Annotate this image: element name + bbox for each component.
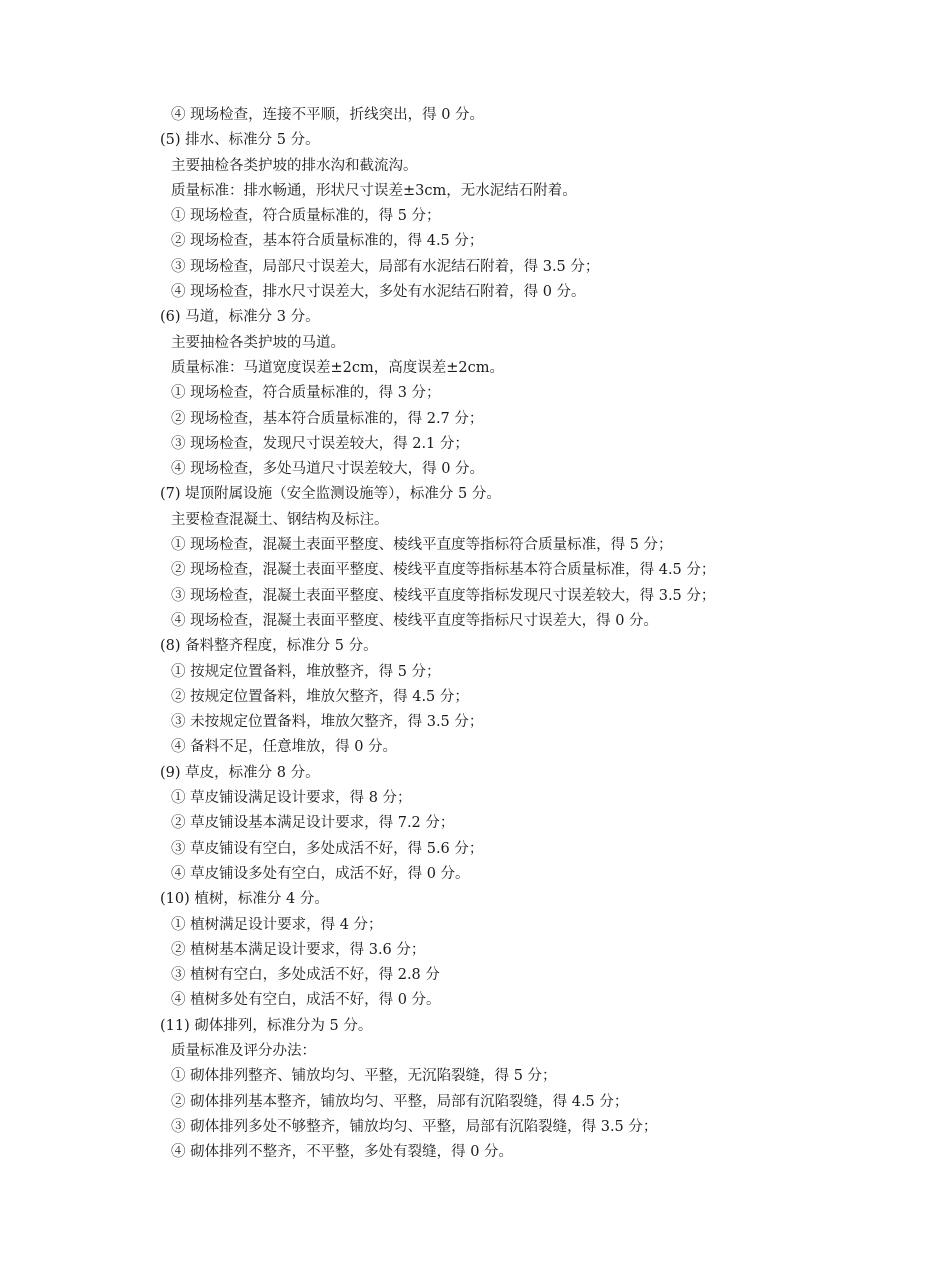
scoring-item: ③ 植树有空白，多处成活不好，得 2.8 分 bbox=[171, 967, 440, 984]
scoring-item: ② 现场检查，基本符合质量标准的，得 2.7 分； bbox=[171, 410, 484, 427]
scoring-item: ④ 植树多处有空白，成活不好，得 0 分。 bbox=[171, 992, 441, 1009]
scoring-item: ④ 砌体排列不整齐，不平整，多处有裂缝，得 0 分。 bbox=[171, 1144, 514, 1161]
scoring-item: ① 现场检查，符合质量标准的，得 5 分； bbox=[171, 208, 441, 225]
scoring-item: ② 按规定位置备料，堆放欠整齐，得 4.5 分； bbox=[171, 688, 469, 705]
scoring-item: ② 草皮铺设基本满足设计要求，得 7.2 分； bbox=[171, 815, 455, 832]
section-heading: (5) 排水、标准分 5 分。 bbox=[160, 132, 320, 149]
scoring-item: ④ 现场检查，多处马道尺寸误差较大，得 0 分。 bbox=[171, 461, 485, 478]
scoring-item: ② 现场检查，基本符合质量标准的，得 4.5 分； bbox=[171, 233, 484, 250]
scoring-item: ③ 砌体排列多处不够整齐，铺放均匀、平整，局部有沉陷裂缝，得 3.5 分； bbox=[171, 1118, 658, 1135]
scoring-item: ① 现场检查，混凝土表面平整度、棱线平直度等指标符合质量标准，得 5 分； bbox=[171, 537, 673, 554]
scoring-item: ① 植树满足设计要求，得 4 分； bbox=[171, 916, 383, 933]
section-heading: (9) 草皮，标准分 8 分。 bbox=[160, 764, 320, 781]
scoring-item: ③ 现场检查，混凝土表面平整度、棱线平直度等指标发现尺寸误差较大，得 3.5 分； bbox=[171, 587, 716, 604]
section-heading: (7) 堤顶附属设施（安全监测设施等），标准分 5 分。 bbox=[160, 486, 501, 503]
body-paragraph: 主要抽检各类护坡的马道。 bbox=[171, 334, 345, 351]
section-heading: (10) 植树，标准分 4 分。 bbox=[160, 891, 329, 908]
scoring-item: ④ 备料不足，任意堆放，得 0 分。 bbox=[171, 739, 398, 756]
scoring-item: ④ 现场检查，混凝土表面平整度、棱线平直度等指标尺寸误差大，得 0 分。 bbox=[171, 612, 659, 629]
section-heading: (8) 备料整齐程度，标准分 5 分。 bbox=[160, 638, 378, 655]
scoring-item: ① 砌体排列整齐、铺放均匀、平整，无沉陷裂缝，得 5 分； bbox=[171, 1068, 557, 1085]
section-heading: (11) 砌体排列，标准分为 5 分。 bbox=[160, 1017, 373, 1034]
scoring-item: ③ 草皮铺设有空白，多处成活不好，得 5.6 分； bbox=[171, 840, 484, 857]
scoring-item: ④ 现场检查，连接不平顺，折线突出，得 0 分。 bbox=[171, 107, 485, 123]
scoring-item: ① 按规定位置备料，堆放整齐，得 5 分； bbox=[171, 663, 441, 680]
scoring-item: ④ 草皮铺设多处有空白，成活不好，得 0 分。 bbox=[171, 865, 470, 882]
scoring-item: ① 现场检查，符合质量标准的，得 3 分； bbox=[171, 385, 441, 402]
scoring-item: ② 现场检查，混凝土表面平整度、棱线平直度等指标基本符合质量标准，得 4.5 分； bbox=[171, 562, 716, 579]
section-heading: (6) 马道，标准分 3 分。 bbox=[160, 309, 320, 326]
body-paragraph: 质量标准：排水畅通，形状尺寸误差±3cm，无水泥结石附着。 bbox=[171, 182, 577, 199]
document-body bbox=[160, 103, 940, 1165]
scoring-item: ④ 现场检查，排水尺寸误差大，多处有水泥结石附着，得 0 分。 bbox=[171, 284, 586, 301]
scoring-item: ② 植树基本满足设计要求，得 3.6 分； bbox=[171, 941, 426, 958]
body-paragraph: 主要检查混凝土、钢结构及标注。 bbox=[171, 511, 389, 528]
scoring-item: ③ 未按规定位置备料，堆放欠整齐，得 3.5 分； bbox=[171, 714, 484, 731]
body-paragraph: 主要抽检各类护坡的排水沟和截流沟。 bbox=[171, 157, 418, 174]
scoring-item: ③ 现场检查，局部尺寸误差大，局部有水泥结石附着，得 3.5 分； bbox=[171, 258, 600, 275]
scoring-item: ② 砌体排列基本整齐，铺放均匀、平整，局部有沉陷裂缝，得 4.5 分； bbox=[171, 1093, 629, 1110]
body-paragraph: 质量标准及评分办法： bbox=[171, 1042, 316, 1059]
scoring-item: ③ 现场检查，发现尺寸误差较大，得 2.1 分； bbox=[171, 435, 469, 452]
scoring-item: ① 草皮铺设满足设计要求，得 8 分； bbox=[171, 790, 412, 807]
body-paragraph: 质量标准：马道宽度误差±2cm，高度误差±2cm。 bbox=[171, 359, 504, 376]
